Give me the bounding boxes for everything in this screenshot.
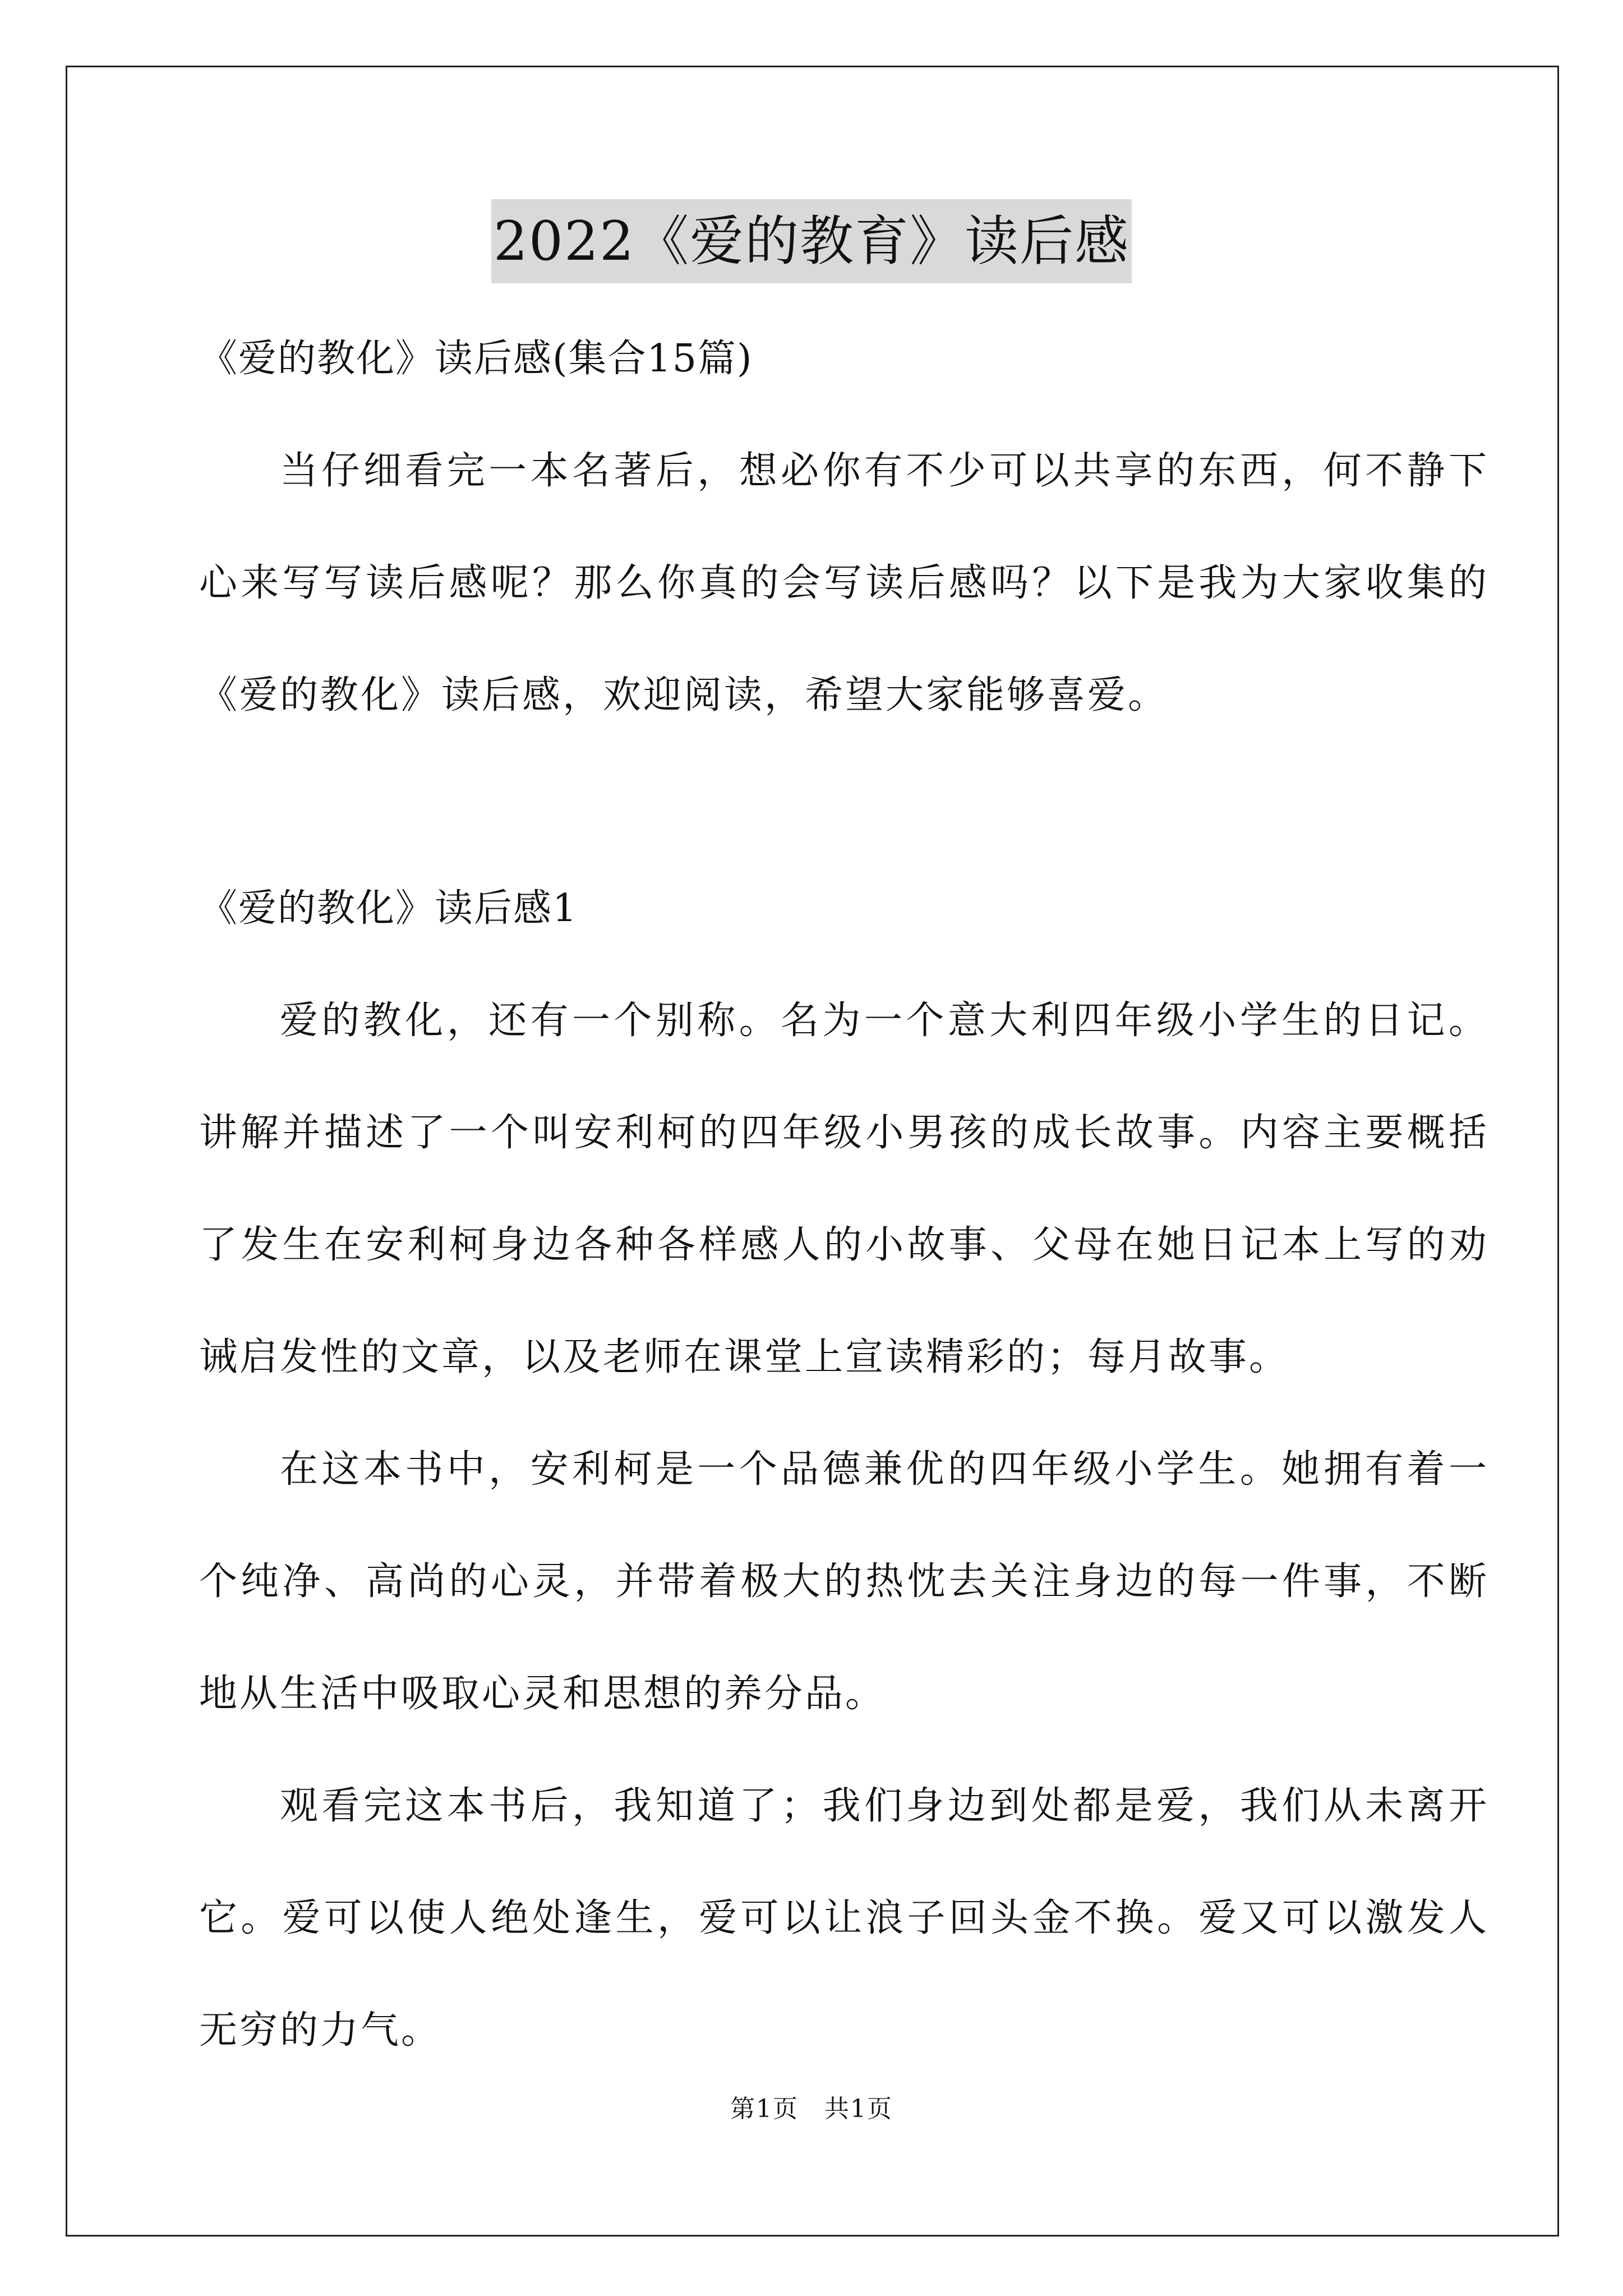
intro-paragraph: 当仔细看完一本名著后，想必你有不少可以共享的东西，何不静下心来写写读后感呢？那么你真的会写读后感吗？以下是我为大家收集的《爱的教化》读后感，欢迎阅读，希望大家能够喜爱。 <box>199 449 1489 717</box>
document-body <box>199 303 1489 2087</box>
page-footer: 第1页 共1页 <box>730 2095 893 2123</box>
section-spacer <box>199 752 1489 853</box>
body-paragraph-3: 观看完这本书后，我知道了；我们身边到处都是爱，我们从未离开它。爱可以使人绝处逢生，爱可以让浪子回头金不换。爱又可以激发人无穷的力气。 <box>199 1784 1489 2053</box>
document-title: 2022《爱的教育》读后感 <box>491 199 1132 283</box>
body-paragraph-2: 在这本书中，安利柯是一个品德兼优的四年级小学生。她拥有着一个纯净、高尚的心灵，并带着极大的热忱去关注身边的每一件事，不断地从生活中吸取心灵和思想的养分品。 <box>199 1447 1489 1716</box>
section-heading: 《爱的教化》读后感1 <box>199 886 578 931</box>
body-paragraph-1: 爱的教化，还有一个别称。名为一个意大利四年级小学生的日记。讲解并描述了一个叫安利柯的四年级小男孩的成长故事。内容主要概括了发生在安利柯身边各种各样感人的小故事、父母在她日记本上写的劝诫启发性的文章，以及老师在课堂上宣读精彩的；每月故事。 <box>199 999 1489 1379</box>
title-container <box>0 199 1623 283</box>
collection-heading: 《爱的教化》读后感(集合15篇) <box>199 337 753 381</box>
